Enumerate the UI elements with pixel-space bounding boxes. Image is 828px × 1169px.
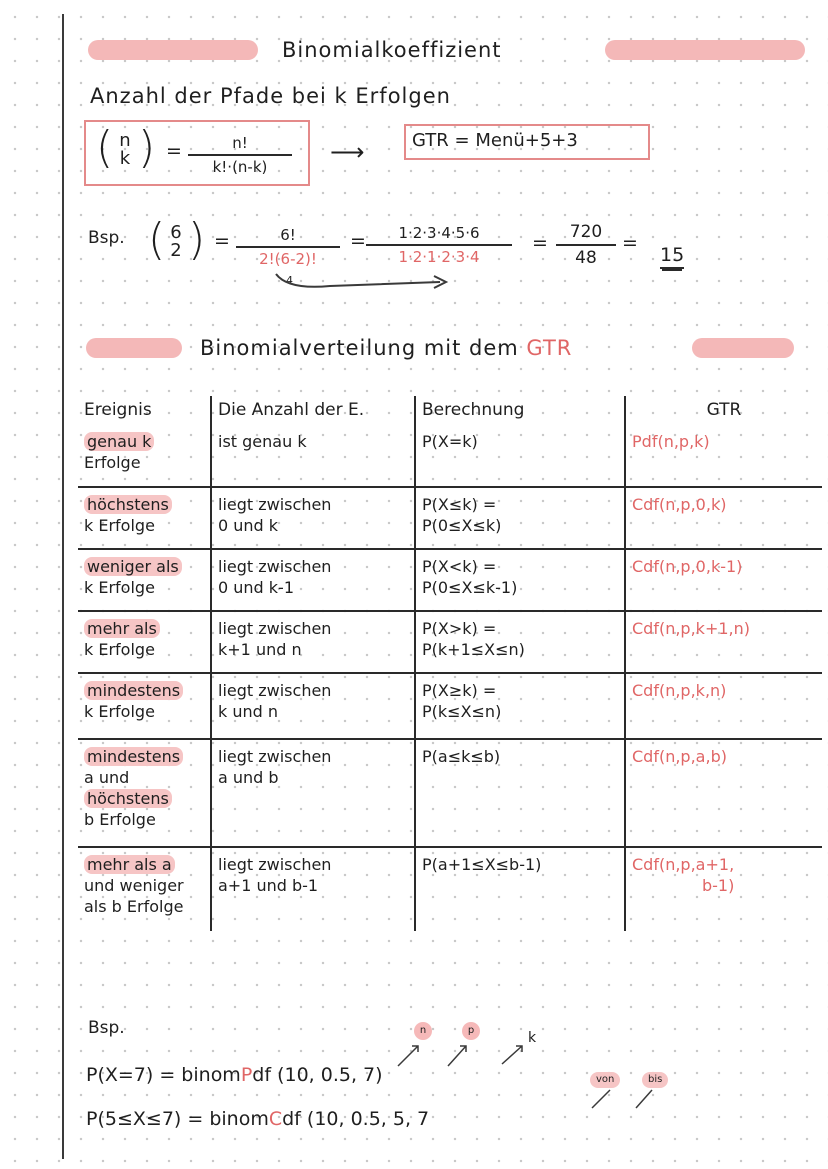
annotation-n: n xyxy=(414,1022,432,1040)
ex2-line2-rest: df (10, 0.5, 5, 7 xyxy=(282,1108,430,1130)
header-berechnung: Berechnung xyxy=(415,396,625,425)
table-row xyxy=(78,549,822,611)
annotation-k: k xyxy=(528,1030,537,1046)
gtr-cell xyxy=(625,739,822,847)
annotation-p: p xyxy=(462,1022,480,1040)
ex2-line2-a: P(5≤X≤7) = binom xyxy=(86,1108,269,1130)
ex1-curved-arrow xyxy=(270,268,460,298)
event-line: b Erfolge xyxy=(84,810,156,829)
count-line: ist genau k xyxy=(218,432,307,451)
ex1-fraction2 xyxy=(366,224,512,266)
von-bis-arrows xyxy=(586,1088,666,1110)
fraction-bar xyxy=(188,154,292,156)
binom-bottom: k xyxy=(119,148,131,169)
count-line: liegt zwischen xyxy=(218,681,332,700)
binom-top: n xyxy=(119,130,131,151)
formula-denominator: k!·(n-k) xyxy=(212,158,268,176)
ex2-line1-p: P xyxy=(240,1064,253,1086)
event-line: k Erfolge xyxy=(84,640,155,659)
ex1-paren-left: ( xyxy=(148,214,166,265)
event-line: genau k xyxy=(84,432,154,451)
count-line: a+1 und b-1 xyxy=(218,876,319,895)
ex1-den1 xyxy=(236,250,340,268)
event-line: und weniger xyxy=(84,876,184,895)
table-row xyxy=(78,739,822,847)
calc-line: P(a≤k≤b) xyxy=(422,747,501,766)
count-line: liegt zwischen xyxy=(218,747,332,766)
section2-title-gtr: GTR xyxy=(526,336,573,360)
binom-paren-right: ) xyxy=(138,122,156,173)
calc-cell xyxy=(415,673,625,739)
event-line: mehr als a xyxy=(84,855,175,874)
example2-line1 xyxy=(86,1064,383,1086)
subtitle: Anzahl der Pfade bei k Erfolgen xyxy=(90,84,451,108)
count-line: 0 und k xyxy=(218,516,279,535)
gtr-line-2: b-1) xyxy=(702,876,735,895)
page-title: Binomialkoeffizient xyxy=(282,38,502,62)
ex1-fraction3 xyxy=(556,222,616,268)
count-cell xyxy=(211,425,415,487)
event-line: k Erfolge xyxy=(84,578,155,597)
calc-line: P(a+1≤X≤b-1) xyxy=(422,855,542,874)
event-cell xyxy=(78,549,211,611)
calc-cell xyxy=(415,549,625,611)
annotation-bis: bis xyxy=(642,1072,668,1088)
gtr-line: Cdf(n,p,k+1,n) xyxy=(632,619,750,638)
event-cell xyxy=(78,611,211,673)
gtr-line: Cdf(n,p,a,b) xyxy=(632,747,727,766)
formula-fraction xyxy=(188,134,292,176)
table-row xyxy=(78,611,822,673)
event-cell xyxy=(78,673,211,739)
ex1-paren-right: ) xyxy=(188,214,206,265)
count-cell xyxy=(211,611,415,673)
title-pill-right xyxy=(605,40,805,60)
table-row xyxy=(78,847,822,931)
event-cell xyxy=(78,847,211,931)
gtr-cell xyxy=(625,487,822,549)
gtr-cell xyxy=(625,425,822,487)
fraction-bar xyxy=(556,244,616,246)
formula-numerator: n! xyxy=(232,134,248,152)
calc-cell xyxy=(415,739,625,847)
gtr-cell xyxy=(625,549,822,611)
arrow-icon: ⟶ xyxy=(330,138,365,166)
count-line: liegt zwischen xyxy=(218,855,332,874)
calc-cell xyxy=(415,487,625,549)
ex1-den3: 48 xyxy=(575,248,597,268)
calc-line: P(k≤X≤n) xyxy=(422,702,502,721)
ex1-num2: 1·2·3·4·5·6 xyxy=(398,224,480,242)
ex1-underbrace-value: 4 xyxy=(286,274,293,287)
calc-cell xyxy=(415,847,625,931)
calc-cell xyxy=(415,611,625,673)
ex1-num3: 720 xyxy=(569,222,603,242)
title-pill-left xyxy=(88,40,258,60)
example2-label: Bsp. xyxy=(88,1018,125,1038)
event-cell xyxy=(78,739,211,847)
gtr-line: Cdf(n,p,a+1, xyxy=(632,855,735,874)
gtr-accent: P xyxy=(632,432,642,451)
count-cell xyxy=(211,847,415,931)
header-anzahl: Die Anzahl der E. xyxy=(211,396,415,425)
count-cell xyxy=(211,673,415,739)
calc-line: P(X≥k) = xyxy=(422,681,497,700)
ex1-den1-a: 2! xyxy=(259,250,275,268)
event-cell xyxy=(78,425,211,487)
calc-cell xyxy=(415,425,625,487)
event-line: mindestens xyxy=(84,681,183,700)
ex1-num1: 6! xyxy=(280,226,296,244)
formula-eq: = xyxy=(166,140,182,162)
table-row xyxy=(78,487,822,549)
event-line: k Erfolge xyxy=(84,516,155,535)
binomial-table xyxy=(78,396,822,931)
header-ereignis: Ereignis xyxy=(84,400,152,420)
ex1-eq3: = xyxy=(532,232,548,254)
calc-line: P(X>k) = xyxy=(422,619,497,638)
calc-line: P(X<k) = xyxy=(422,557,497,576)
section2-pill-right xyxy=(692,338,794,358)
event-line: mindestens xyxy=(84,747,183,766)
count-line: liegt zwischen xyxy=(218,619,332,638)
gtr-shortcut: GTR = Menü+5+3 xyxy=(412,130,578,151)
ex1-result: 15 xyxy=(660,244,684,269)
ex1-binom-bottom: 2 xyxy=(170,240,182,261)
event-line: a und xyxy=(84,768,130,787)
event-line: Erfolge xyxy=(84,453,141,472)
gtr-line: Cdf(n,p,k,n) xyxy=(632,681,727,700)
ex1-den2: 1·2·1·2·3·4 xyxy=(398,248,480,266)
ex2-line2-c: C xyxy=(268,1108,283,1130)
calc-line: P(X≤k) = xyxy=(422,495,497,514)
ex1-fraction1 xyxy=(236,226,340,268)
example1-label: Bsp. xyxy=(88,228,125,248)
ex1-eq1: = xyxy=(214,230,230,252)
fraction-bar xyxy=(236,246,340,248)
binom-paren-left: ( xyxy=(96,122,114,173)
gtr-cell xyxy=(625,611,822,673)
example2-line2 xyxy=(86,1108,429,1130)
count-cell xyxy=(211,487,415,549)
binom-coefficient xyxy=(114,132,136,168)
annotation-arrows xyxy=(390,1036,540,1070)
count-line: k+1 und n xyxy=(218,640,302,659)
count-line: liegt zwischen xyxy=(218,557,332,576)
event-line: weniger als xyxy=(84,557,182,576)
ex2-line1-c: df (10, 0.5, 7) xyxy=(252,1064,383,1086)
fraction-bar xyxy=(366,244,512,246)
gtr-line: df(n,p,k) xyxy=(641,432,710,451)
ex1-binom xyxy=(166,224,186,260)
ex1-den1-b: (6-2)! xyxy=(274,250,317,268)
calc-line: P(k+1≤X≤n) xyxy=(422,640,525,659)
table-row xyxy=(78,425,822,487)
count-line: liegt zwischen xyxy=(218,495,332,514)
gtr-line: Cdf(n,p,0,k-1) xyxy=(632,557,743,576)
section2-pill-left xyxy=(86,338,182,358)
section2-title xyxy=(200,336,572,360)
event-line: mehr als xyxy=(84,619,160,638)
count-cell xyxy=(211,739,415,847)
ex2-line1-a: P(X=7) = binom xyxy=(86,1064,241,1086)
calc-line: P(0≤X≤k-1) xyxy=(422,578,518,597)
count-line: a und b xyxy=(218,768,279,787)
ex1-eq4: = xyxy=(622,232,638,254)
ex1-binom-top: 6 xyxy=(170,222,182,243)
gtr-cell xyxy=(625,673,822,739)
calc-line: P(X=k) xyxy=(422,432,478,451)
event-line: höchstens xyxy=(84,789,172,808)
margin-line xyxy=(62,14,64,1159)
calc-line: P(0≤X≤k) xyxy=(422,516,502,535)
event-line: höchstens xyxy=(84,495,172,514)
ex1-eq2: = xyxy=(350,230,366,252)
event-line: k Erfolge xyxy=(84,702,155,721)
section2-title-a: Binomialverteilung mit dem xyxy=(200,336,519,360)
count-line: 0 und k-1 xyxy=(218,578,295,597)
count-cell xyxy=(211,549,415,611)
annotation-von: von xyxy=(590,1072,620,1088)
header-gtr: GTR xyxy=(625,396,822,425)
event-line: als b Erfolge xyxy=(84,897,184,916)
gtr-cell xyxy=(625,847,822,931)
table-header-row xyxy=(78,396,822,425)
table-row xyxy=(78,673,822,739)
event-cell xyxy=(78,487,211,549)
count-line: k und n xyxy=(218,702,279,721)
gtr-line: Cdf(n,p,0,k) xyxy=(632,495,727,514)
